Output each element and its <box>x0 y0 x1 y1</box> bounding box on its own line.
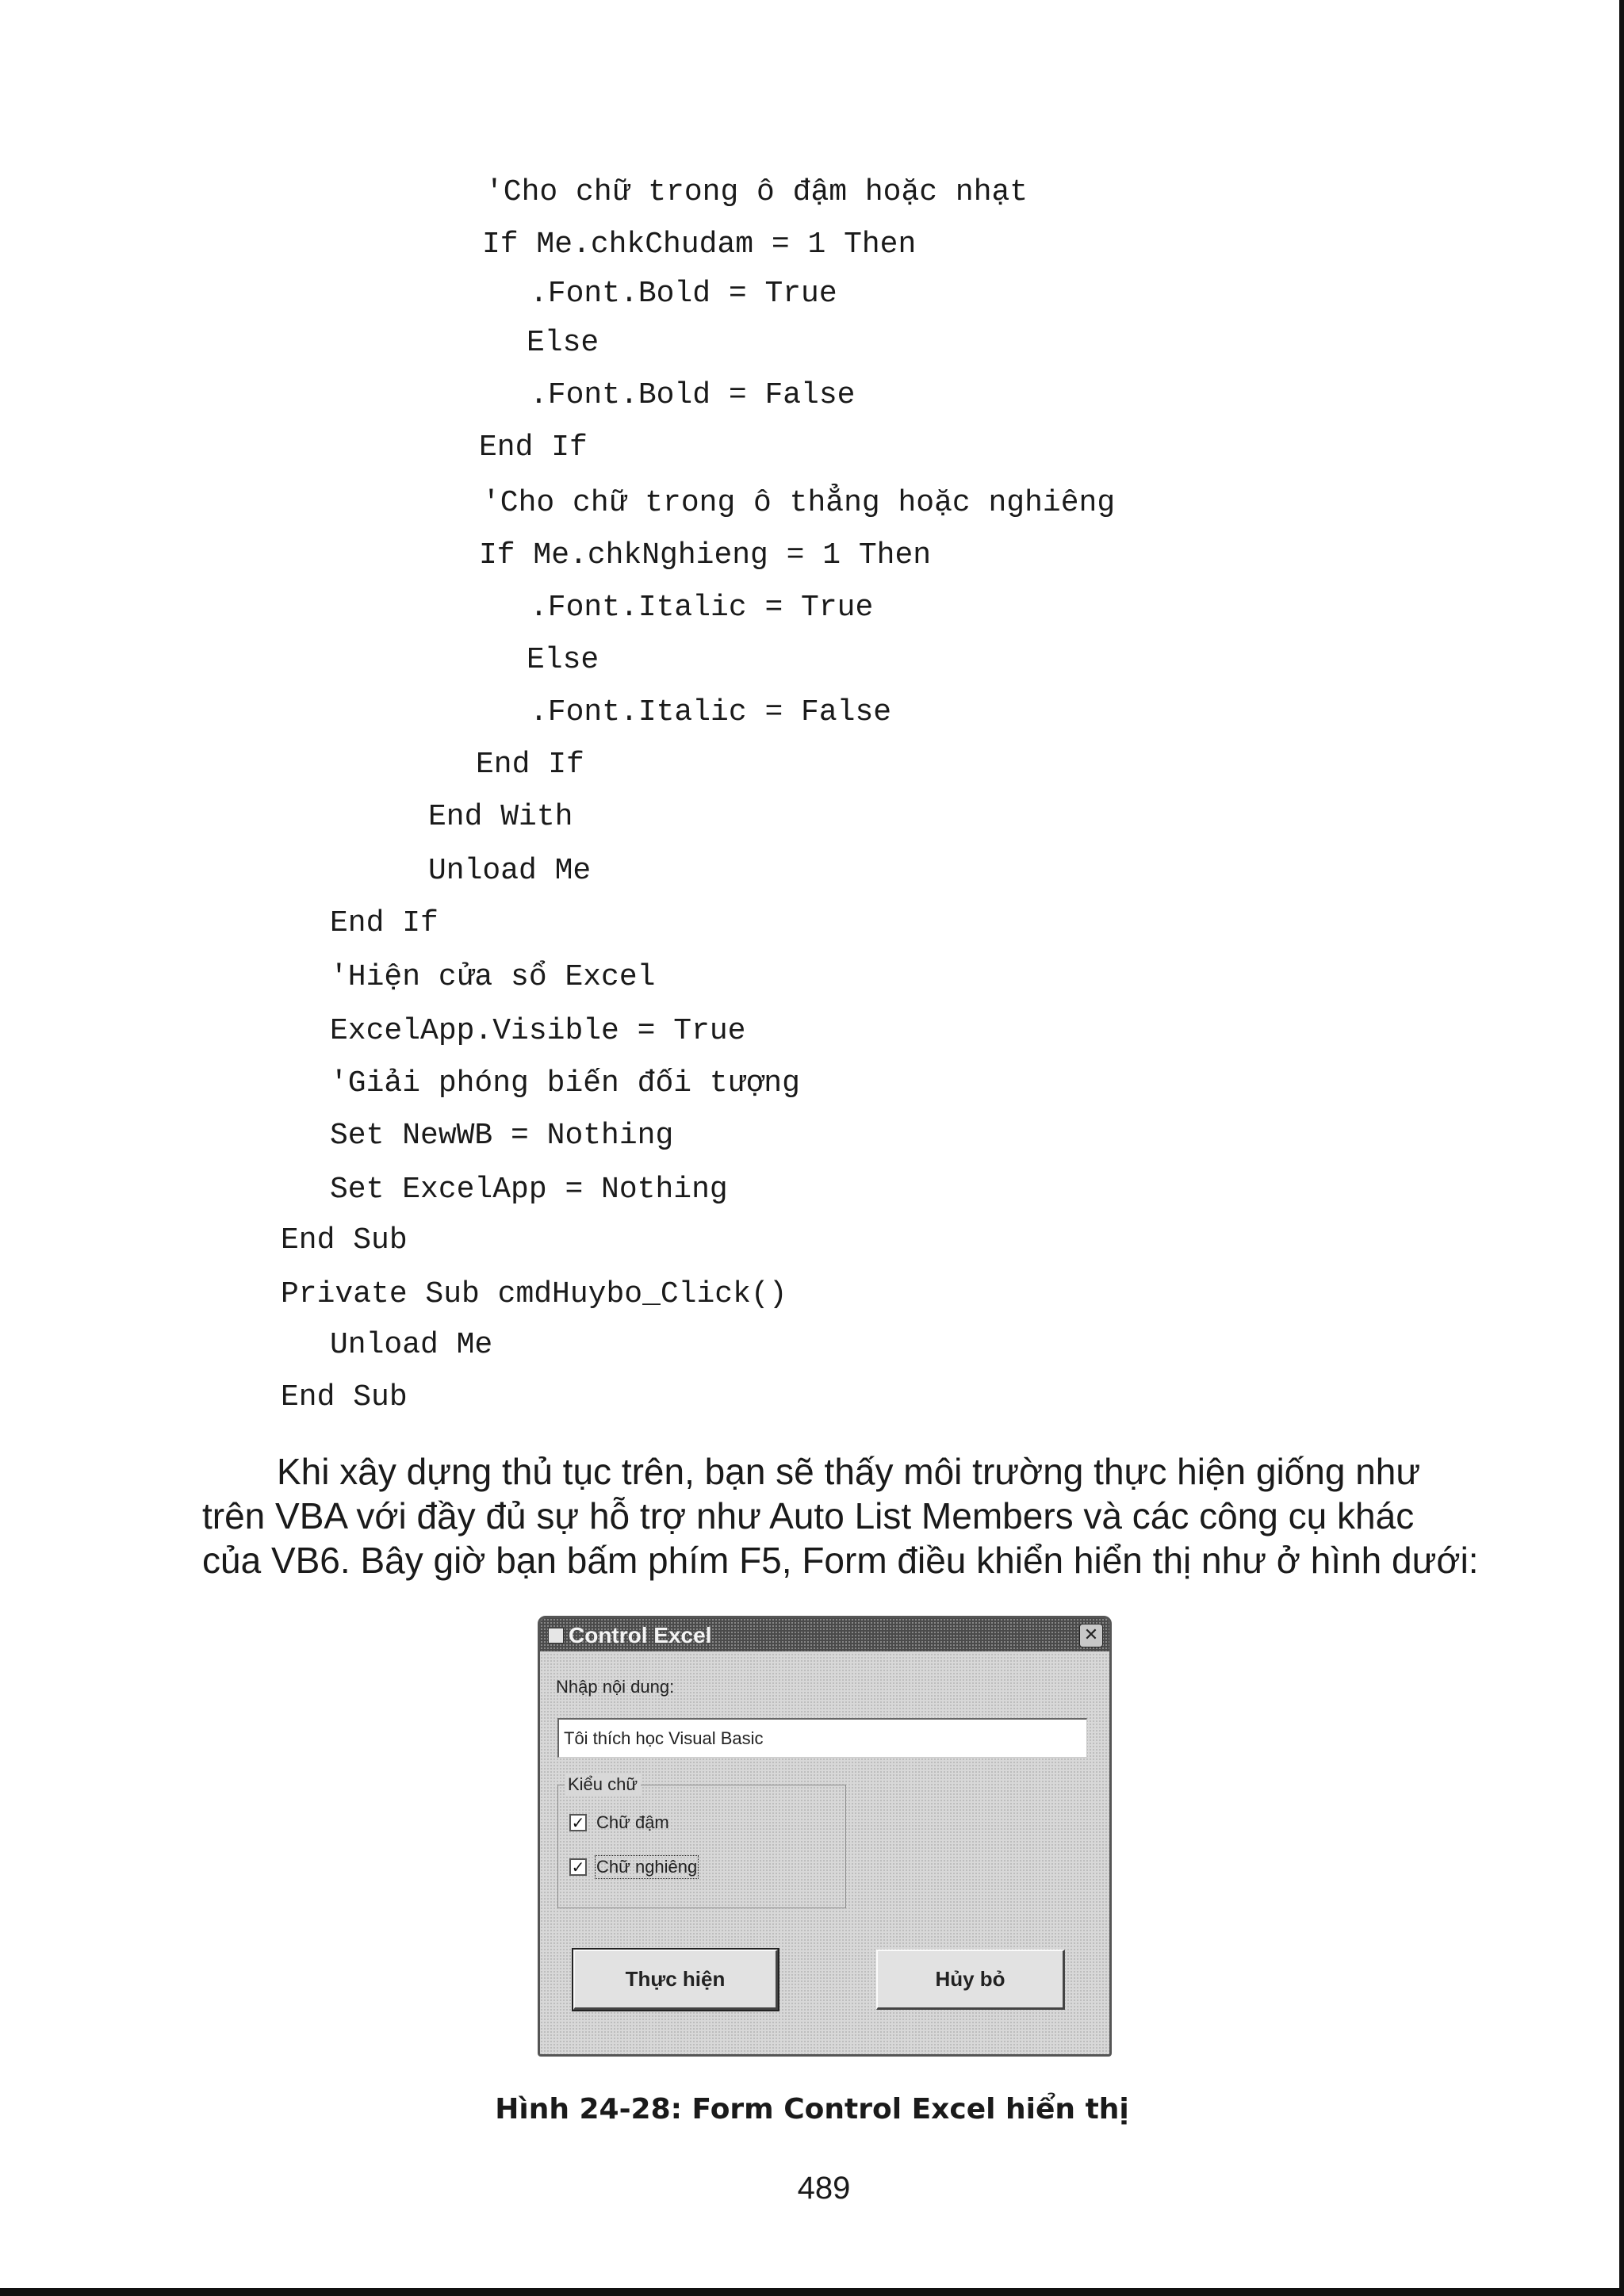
cancel-button[interactable]: Hủy bỏ <box>876 1950 1065 2010</box>
code-line: 'Giải phóng biến đối tượng <box>330 1066 800 1100</box>
window-icon <box>548 1628 564 1644</box>
code-line: 'Cho chữ trong ô thẳng hoặc nghiêng <box>482 486 1116 520</box>
input-label: Nhập nội dung: <box>556 1677 675 1697</box>
dialog-title: Control Excel <box>569 1623 712 1647</box>
code-line: End Sub <box>281 1223 408 1257</box>
code-line: .Font.Italic = False <box>530 695 892 729</box>
content-input[interactable] <box>557 1718 1087 1758</box>
group-label: Kiểu chữ <box>565 1774 641 1795</box>
paragraph-line: Khi xây dựng thủ tục trên, bạn sẽ thấy môi trường thực hiện giống như <box>277 1451 1421 1492</box>
page-border-right <box>1619 0 1624 2296</box>
code-line: If Me.chkChudam = 1 Then <box>482 228 917 262</box>
code-line: If Me.chkNghieng = 1 Then <box>479 538 932 572</box>
execute-button[interactable]: Thực hiện <box>573 1950 778 2010</box>
code-line: End With <box>428 800 573 834</box>
italic-checkbox[interactable]: ✓ <box>569 1858 587 1876</box>
code-line: .Font.Bold = True <box>530 277 837 311</box>
page-number: 489 <box>797 2171 851 2206</box>
body-paragraph <box>202 1449 1479 1582</box>
code-line: .Font.Bold = False <box>530 378 856 412</box>
code-line: Set NewWB = Nothing <box>330 1119 674 1153</box>
font-style-group <box>557 1774 846 1908</box>
code-line: Unload Me <box>428 854 592 888</box>
code-line: End If <box>476 748 584 782</box>
code-line: ExcelApp.Visible = True <box>330 1014 746 1048</box>
page-border-bottom <box>0 2288 1624 2296</box>
code-line: End If <box>479 430 588 465</box>
code-line: End If <box>330 906 439 940</box>
code-line: Else <box>527 326 599 360</box>
paragraph-line: của VB6. Bây giờ bạn bấm phím F5, Form điều khiển hiển thị như ở hình dưới: <box>202 1540 1479 1581</box>
paragraph-line: trên VBA với đầy đủ sự hỗ trợ như Auto List Members và các công cụ khác <box>202 1495 1415 1536</box>
code-line: 'Hiện cửa sổ Excel <box>330 960 656 994</box>
close-button[interactable]: ✕ <box>1079 1624 1103 1647</box>
italic-checkbox-label[interactable]: Chữ nghiêng <box>596 1857 698 1877</box>
code-line: Unload Me <box>330 1328 493 1362</box>
bold-checkbox-row[interactable] <box>569 1811 669 1835</box>
code-line: Set ExcelApp = Nothing <box>330 1173 728 1207</box>
control-excel-dialog <box>538 1616 1112 2057</box>
dialog-titlebar[interactable] <box>540 1618 1109 1651</box>
code-line: .Font.Italic = True <box>530 591 874 625</box>
code-line: Private Sub cmdHuybo_Click() <box>281 1277 787 1311</box>
code-line: End Sub <box>281 1380 408 1414</box>
figure-caption: Hình 24-28: Form Control Excel hiển thị <box>495 2093 1129 2126</box>
bold-checkbox[interactable]: ✓ <box>569 1814 587 1831</box>
italic-checkbox-row[interactable] <box>569 1855 697 1879</box>
bold-checkbox-label[interactable]: Chữ đậm <box>596 1812 669 1832</box>
code-line: 'Cho chữ trong ô đậm hoặc nhạt <box>485 175 1028 209</box>
code-line: Else <box>527 643 599 677</box>
